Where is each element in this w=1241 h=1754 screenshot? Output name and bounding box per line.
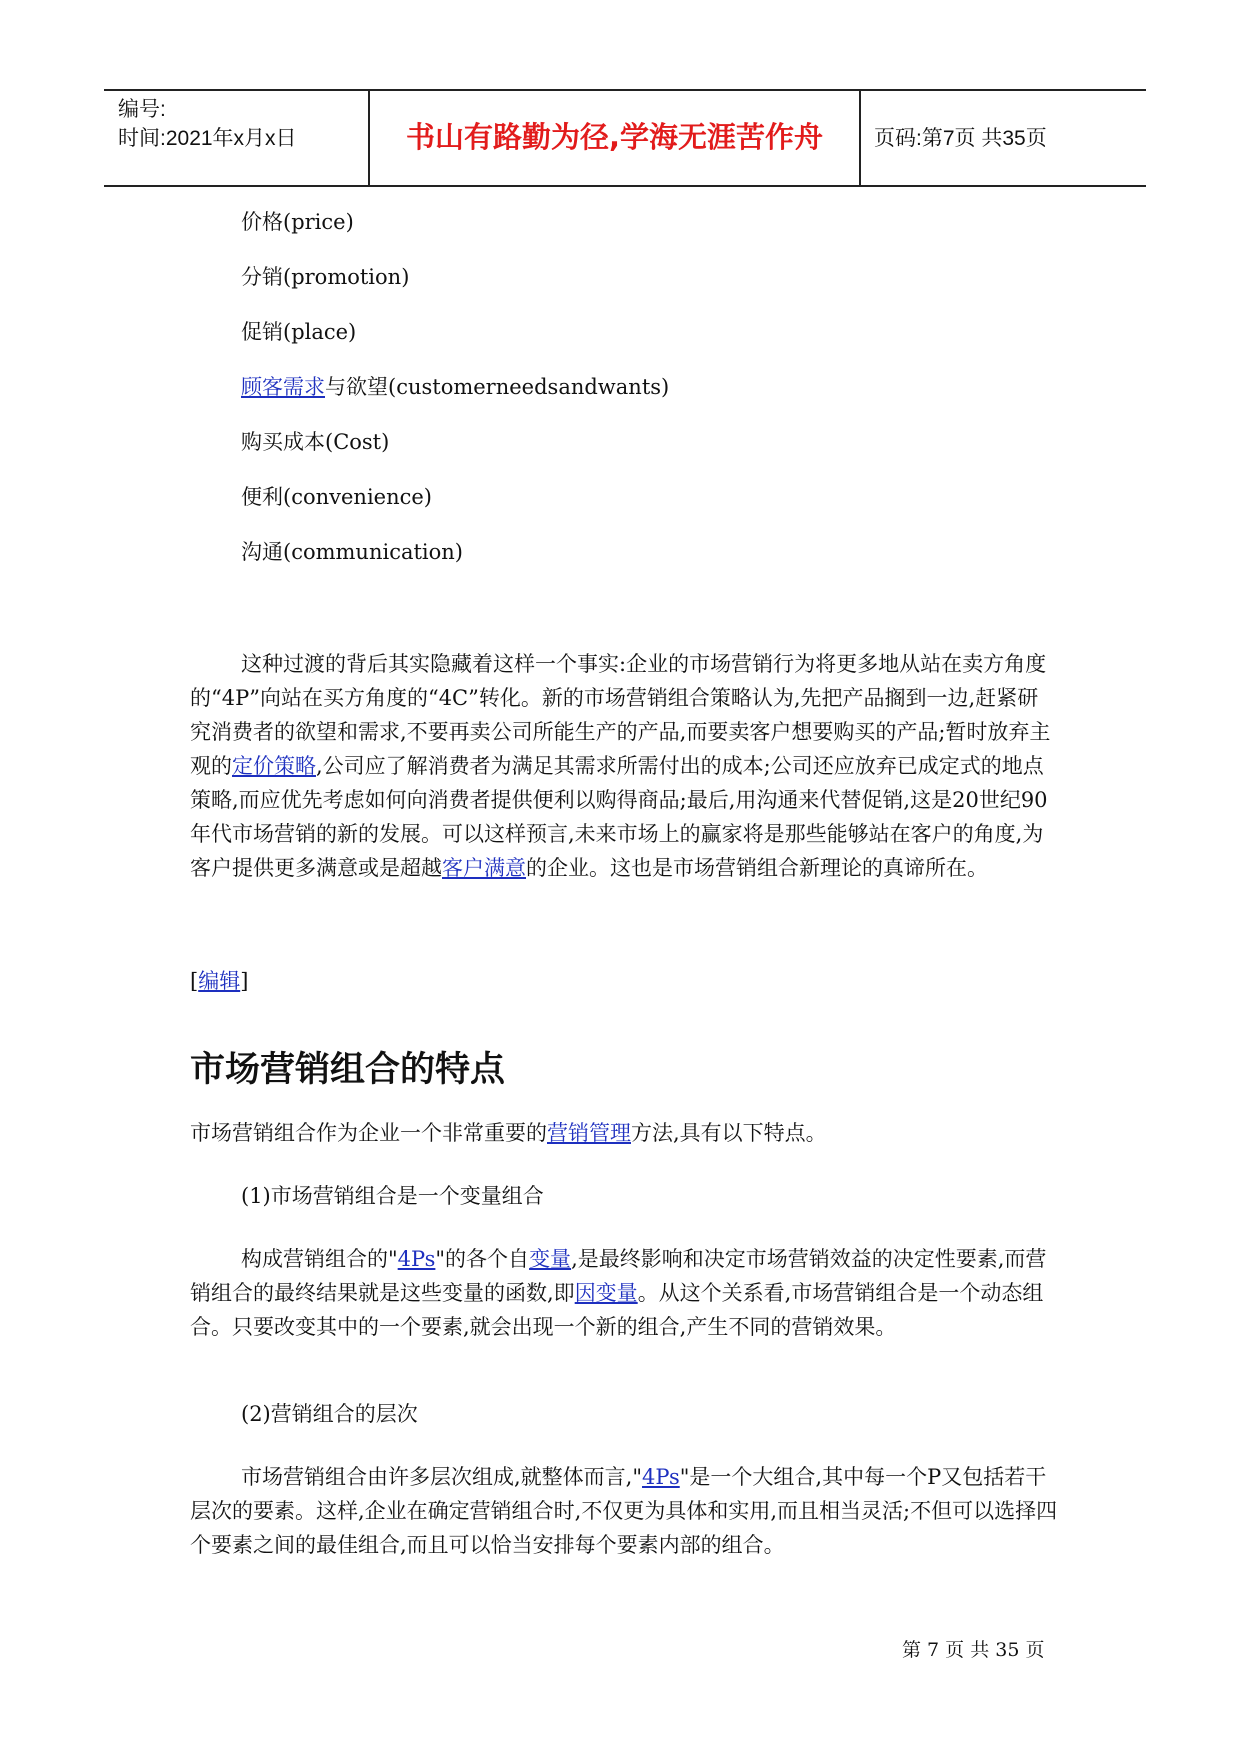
link-marketing-management[interactable]: 营销管理 bbox=[547, 1121, 631, 1145]
header-meta bbox=[118, 95, 358, 153]
intro-paragraph: 市场营销组合作为企业一个非常重要的营销管理方法,具有以下特点。 bbox=[190, 1121, 827, 1145]
header-divider bbox=[859, 91, 861, 185]
paragraph-4c-transition: 这种过渡的背后其实隐藏着这样一个事实:企业的市场营销行为将更多地从站在卖方角度的“4P”向站在买方角度的“4C”转化。新的市场营销组合策略认为,先把产品搁到一边,赶紧研究消费者的欲望和需求,不要再卖公司所能生产的产品,而要卖客户想要购买的产品;暂时放弃主观的定价策略,公司应了解消费者为满足其需求所需付出的成本;公司还应放弃已成定式的地点策略,而应优先考虑如何向消费者提供便利以购得商品;最后,用沟通来代替促销,这是20世纪90年代市场营销的新的发展。可以这样预言,未来市场上的赢家将是那些能够站在客户的角度,为客户提供更多满意或是超越客户满意的企业。这也是市场营销组合新理论的真谛所在。 bbox=[190, 652, 1051, 880]
edit-link[interactable]: 编辑 bbox=[198, 969, 241, 993]
page-header bbox=[104, 89, 1146, 187]
header-motto: 书山有路勤为径,学海无涯苦作舟 bbox=[405, 120, 824, 154]
link-variable[interactable]: 变量 bbox=[529, 1247, 572, 1271]
link-pricing-strategy[interactable]: 定价策略 bbox=[232, 754, 316, 778]
list-block bbox=[190, 205, 1058, 590]
time-label: 时间:2021年x月x日 bbox=[118, 127, 297, 150]
list-item: 促销(place) bbox=[241, 320, 357, 344]
edit-section: [编辑] bbox=[190, 969, 249, 993]
header-page-info: 页码:第7页 共35页 bbox=[874, 127, 1047, 150]
link-dependent-variable[interactable]: 因变量 bbox=[574, 1281, 638, 1305]
link-customer-satisfaction[interactable]: 客户满意 bbox=[442, 856, 526, 880]
list-item: 分销(promotion) bbox=[241, 265, 410, 289]
item1-title: (1)市场营销组合是一个变量组合 bbox=[241, 1184, 544, 1208]
link-customer-needs[interactable]: 顾客需求 bbox=[241, 375, 325, 399]
link-4ps[interactable]: 4Ps bbox=[397, 1247, 436, 1271]
list-item: 便利(convenience) bbox=[241, 485, 432, 509]
item2-title: (2)营销组合的层次 bbox=[241, 1402, 418, 1426]
paragraph-variable-combo: 构成营销组合的"4Ps"的各个自变量,是最终影响和决定市场营销效益的决定性要素,而营销组合的最终结果就是这些变量的函数,即因变量。从这个关系看,市场营销组合是一个动态组合。只要改变其中的一个要素,就会出现一个新的组合,产生不同的营销效果。 bbox=[190, 1247, 1047, 1339]
list-item: 顾客需求与欲望(customerneedsandwants) bbox=[241, 375, 670, 399]
link-4ps[interactable]: 4Ps bbox=[642, 1465, 680, 1489]
list-item: 沟通(communication) bbox=[241, 540, 463, 564]
list-item: 价格(price) bbox=[241, 210, 354, 234]
paragraph-levels: 市场营销组合由许多层次组成,就整体而言,"4Ps"是一个大组合,其中每一个P又包括若干层次的要素。这样,企业在确定营销组合时,不仅更为具体和实用,而且相当灵活;不但可以选择四个要素之间的最佳组合,而且可以恰当安排每个要素内部的组合。 bbox=[190, 1465, 1058, 1557]
number-label: 编号: bbox=[118, 98, 166, 121]
section-title: 市场营销组合的特点 bbox=[190, 1050, 506, 1090]
page-footer: 第 7 页 共 35 页 bbox=[902, 1639, 1045, 1661]
list-item: 购买成本(Cost) bbox=[241, 430, 390, 454]
